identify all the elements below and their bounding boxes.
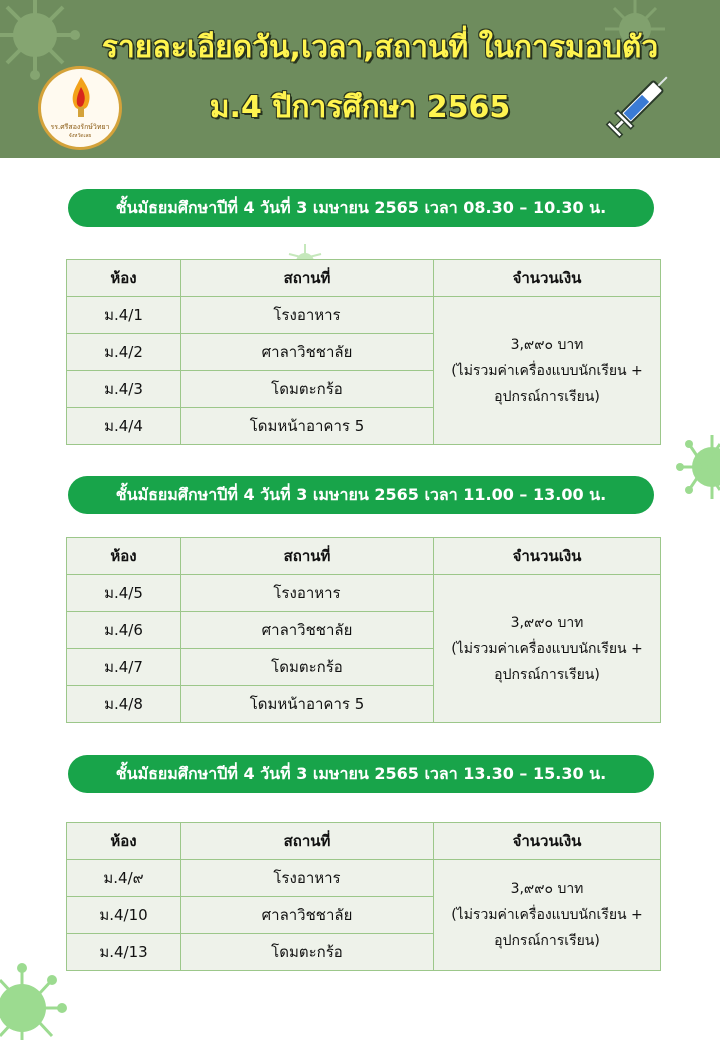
room-cell: ม.4/13	[67, 934, 181, 971]
column-header-amount: จำนวนเงิน	[434, 823, 661, 860]
place-cell: โรงอาหาร	[181, 860, 434, 897]
room-cell: ม.4/4	[67, 408, 181, 445]
place-cell: โดมตะกร้อ	[181, 934, 434, 971]
room-cell: ม.4/3	[67, 371, 181, 408]
table-row	[67, 297, 661, 334]
column-header-amount: จำนวนเงิน	[434, 538, 661, 575]
logo-subtitle: จังหวัดเลย	[68, 133, 92, 139]
room-cell: ม.4/8	[67, 686, 181, 723]
room-cell: ม.4/7	[67, 649, 181, 686]
room-cell: ม.4/๙	[67, 860, 181, 897]
session-1-table	[66, 259, 661, 445]
torch-flame-icon	[68, 77, 94, 117]
amount-cell	[434, 575, 661, 723]
room-cell: ม.4/2	[67, 334, 181, 371]
syringe-icon	[598, 72, 672, 146]
session-1-banner: ชั้นมัธยมศึกษาปีที่ 4 วันที่ 3 เมษายน 2565 เวลา 08.30 – 10.30 น.	[68, 189, 654, 227]
column-header-room: ห้อง	[67, 260, 181, 297]
place-cell: โดมหน้าอาคาร 5	[181, 408, 434, 445]
school-logo	[38, 66, 122, 150]
table-header-row	[67, 260, 661, 297]
column-header-room: ห้อง	[67, 538, 181, 575]
amount-note: อุปกรณ์การเรียน)	[494, 933, 600, 949]
amount-note: อุปกรณ์การเรียน)	[494, 666, 600, 683]
place-cell: ศาลาวิชชาลัย	[181, 334, 434, 371]
room-cell: ม.4/1	[67, 297, 181, 334]
place-cell: โดมหน้าอาคาร 5	[181, 686, 434, 723]
place-cell: ศาลาวิชชาลัย	[181, 612, 434, 649]
session-3-banner: ชั้นมัธยมศึกษาปีที่ 4 วันที่ 3 เมษายน 2565 เวลา 13.30 – 15.30 น.	[68, 755, 654, 793]
amount-value: 3,๙๙๐ บาท	[510, 614, 584, 631]
place-cell: โรงอาหาร	[181, 575, 434, 612]
amount-cell	[434, 297, 661, 445]
amount-note: อุปกรณ์การเรียน)	[494, 388, 600, 405]
amount-value: 3,๙๙๐ บาท	[510, 336, 584, 353]
page-header	[0, 0, 720, 158]
table-header-row	[67, 823, 661, 860]
column-header-place: สถานที่	[181, 538, 434, 575]
table-row	[67, 860, 661, 897]
amount-value: 3,๙๙๐ บาท	[510, 881, 584, 897]
table-row	[67, 575, 661, 612]
column-header-place: สถานที่	[181, 260, 434, 297]
place-cell: โดมตะกร้อ	[181, 649, 434, 686]
room-cell: ม.4/5	[67, 575, 181, 612]
amount-cell	[434, 860, 661, 971]
page-subtitle: ม.4 ปีการศึกษา 2565	[209, 90, 511, 125]
place-cell: โรงอาหาร	[181, 297, 434, 334]
page-title: รายละเอียดวัน,เวลา,สถานที่ ในการมอบตัว	[101, 30, 659, 65]
place-cell: ศาลาวิชชาลัย	[181, 897, 434, 934]
logo-school-name: รร.ศรีสองรักษ์วิทยา	[50, 123, 110, 131]
table-header-row	[67, 538, 661, 575]
amount-note: (ไม่รวมค่าเครื่องแบบนักเรียน +	[451, 640, 643, 657]
column-header-amount: จำนวนเงิน	[434, 260, 661, 297]
room-cell: ม.4/6	[67, 612, 181, 649]
place-cell: โดมตะกร้อ	[181, 371, 434, 408]
amount-note: (ไม่รวมค่าเครื่องแบบนักเรียน +	[451, 907, 643, 923]
session-3-table	[66, 822, 661, 971]
session-2-banner: ชั้นมัธยมศึกษาปีที่ 4 วันที่ 3 เมษายน 2565 เวลา 11.00 – 13.00 น.	[68, 476, 654, 514]
column-header-room: ห้อง	[67, 823, 181, 860]
virus-decoration-icon	[0, 948, 70, 1040]
room-cell: ม.4/10	[67, 897, 181, 934]
virus-decoration-icon	[672, 432, 720, 502]
column-header-place: สถานที่	[181, 823, 434, 860]
amount-note: (ไม่รวมค่าเครื่องแบบนักเรียน +	[451, 362, 643, 379]
session-2-table	[66, 537, 661, 723]
